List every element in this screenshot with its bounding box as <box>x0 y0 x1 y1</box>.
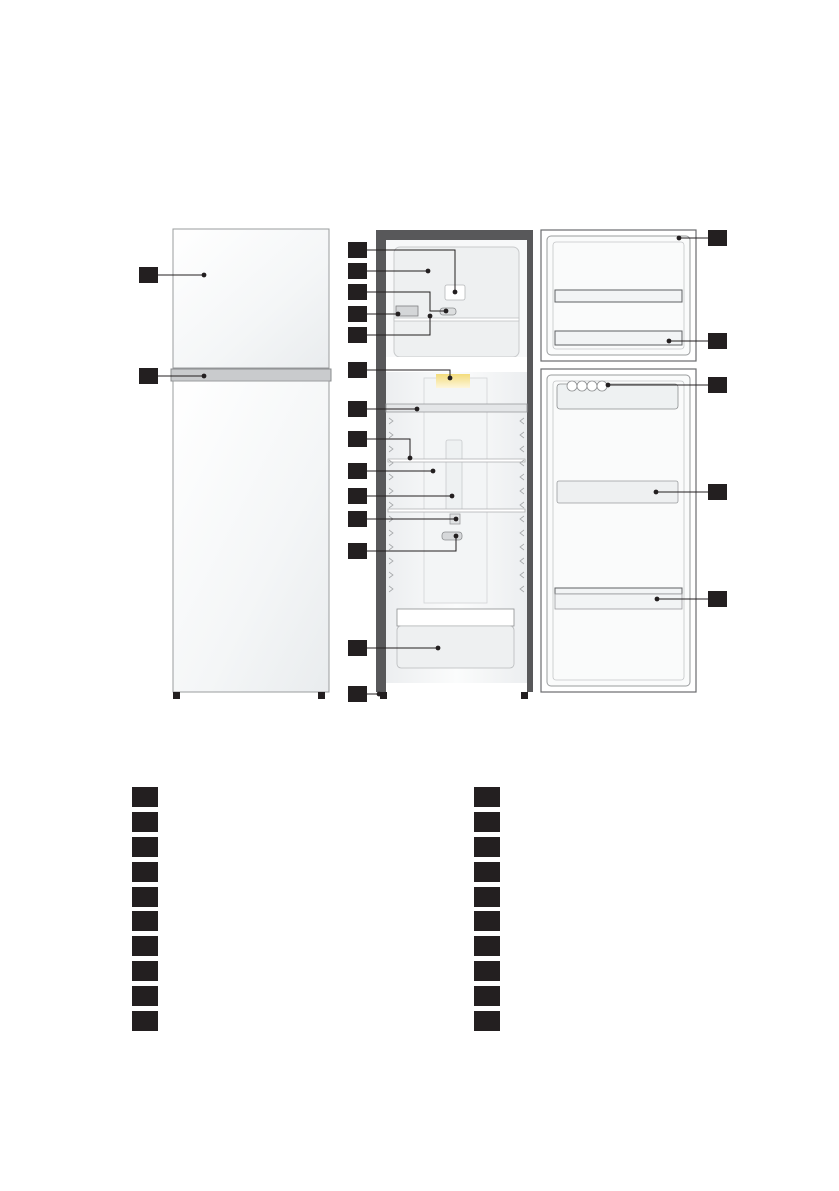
freezer-door-shelf-2 <box>555 331 682 345</box>
callout-number-marker <box>139 368 158 384</box>
fridge-front-view <box>171 229 331 699</box>
legend-number-marker <box>132 1011 158 1031</box>
callout-number-marker <box>348 543 367 559</box>
leader-dot <box>444 309 449 314</box>
egg-holder <box>577 381 587 391</box>
legend-number-marker <box>132 961 158 981</box>
egg-holder <box>567 381 577 391</box>
top-fridge-shelf <box>386 404 527 412</box>
legend-item <box>132 983 168 1008</box>
legend-number-marker <box>474 837 500 857</box>
front-left-foot <box>173 692 180 699</box>
legend-number-marker <box>474 986 500 1006</box>
fridge-door <box>173 381 329 692</box>
leader-dot <box>377 692 382 697</box>
leader-dot <box>436 646 441 651</box>
leader-dot <box>426 269 431 274</box>
freezer-shelf <box>394 318 519 321</box>
cabinet-interior-view <box>376 230 533 699</box>
callout-number-marker <box>708 484 727 500</box>
callout-number-marker <box>348 640 367 656</box>
callout-number-marker <box>348 362 367 378</box>
leader-dot <box>606 383 611 388</box>
legend-right-column <box>474 785 510 1033</box>
callout-number-marker <box>348 488 367 504</box>
callout-number-marker <box>708 230 727 246</box>
freezer-door-shelf-1 <box>555 290 682 302</box>
door-handle-strip <box>171 369 331 381</box>
legend-number-marker <box>474 936 500 956</box>
leader-dot <box>454 534 459 539</box>
leader-dot <box>450 494 455 499</box>
legend-item <box>132 1008 168 1033</box>
callout-number-marker <box>708 333 727 349</box>
legend-item <box>474 785 510 810</box>
leader-dot <box>448 376 453 381</box>
legend-number-marker <box>132 787 158 807</box>
legend-number-marker <box>474 887 500 907</box>
leader-dot <box>415 407 420 412</box>
leader-dot <box>396 312 401 317</box>
leader-dot <box>202 374 207 379</box>
callout-number-marker <box>708 377 727 393</box>
legend-item <box>132 934 168 959</box>
legend-item <box>132 810 168 835</box>
legend-left-column <box>132 785 168 1033</box>
leader-dot <box>677 236 682 241</box>
leader-dot <box>454 517 459 522</box>
legend-number-marker <box>474 911 500 931</box>
glass-shelf-2 <box>388 509 525 512</box>
legend-item <box>474 959 510 984</box>
legend-item <box>132 884 168 909</box>
egg-holder <box>597 381 607 391</box>
legend-item <box>132 959 168 984</box>
callout-number-marker <box>348 327 367 343</box>
legend-item <box>474 835 510 860</box>
legend-number-marker <box>132 887 158 907</box>
fridge-light-cover <box>442 532 462 540</box>
egg-holder <box>587 381 597 391</box>
legend-item <box>132 785 168 810</box>
leader-dot <box>431 469 436 474</box>
leader-dot <box>428 314 433 319</box>
lamp-glow <box>436 374 470 388</box>
bottle-shelf <box>555 594 682 609</box>
legend-number-marker <box>132 837 158 857</box>
callout-number-marker <box>348 511 367 527</box>
leader-dot <box>453 290 458 295</box>
crisper-drawer <box>397 626 514 668</box>
front-right-foot <box>318 692 325 699</box>
legend-number-marker <box>132 911 158 931</box>
legend-number-marker <box>474 812 500 832</box>
leader-dot <box>654 490 659 495</box>
crisper-cover <box>397 609 514 626</box>
callout-number-marker <box>348 242 367 258</box>
legend-item <box>132 859 168 884</box>
callout-number-marker <box>348 401 367 417</box>
legend-item <box>132 909 168 934</box>
legend-number-marker <box>474 862 500 882</box>
legend-item <box>474 934 510 959</box>
callout-number-marker <box>348 284 367 300</box>
callout-number-marker <box>348 263 367 279</box>
callout-number-marker <box>348 686 367 702</box>
legend-number-marker <box>474 961 500 981</box>
legend-item <box>474 1008 510 1033</box>
legend-number-marker <box>132 936 158 956</box>
door-interior-view <box>541 230 696 692</box>
callout-number-marker <box>348 463 367 479</box>
legend-number-marker <box>132 812 158 832</box>
legend-item <box>474 983 510 1008</box>
legend-item <box>474 859 510 884</box>
callout-number-marker <box>139 267 158 283</box>
cabinet-right-foot <box>521 692 528 699</box>
legend-item <box>474 909 510 934</box>
leader-dot <box>667 339 672 344</box>
leader-dot <box>655 597 660 602</box>
callout-number-marker <box>708 591 727 607</box>
air-duct <box>446 440 462 512</box>
callout-number-marker <box>348 306 367 322</box>
legend-number-marker <box>474 1011 500 1031</box>
legend-item <box>474 810 510 835</box>
legend-number-marker <box>474 787 500 807</box>
legend-number-marker <box>132 862 158 882</box>
legend-item <box>474 884 510 909</box>
bottle-shelf-rail <box>555 588 682 594</box>
cabinet-bottom-plate <box>386 683 527 692</box>
leader-dot <box>408 456 413 461</box>
freezer-back-panel <box>394 247 519 357</box>
legend-number-marker <box>132 986 158 1006</box>
callout-number-marker <box>348 431 367 447</box>
leader-dot <box>202 273 207 278</box>
fridge-door-gasket <box>547 375 690 686</box>
legend-item <box>132 835 168 860</box>
freezer-door <box>173 229 329 368</box>
